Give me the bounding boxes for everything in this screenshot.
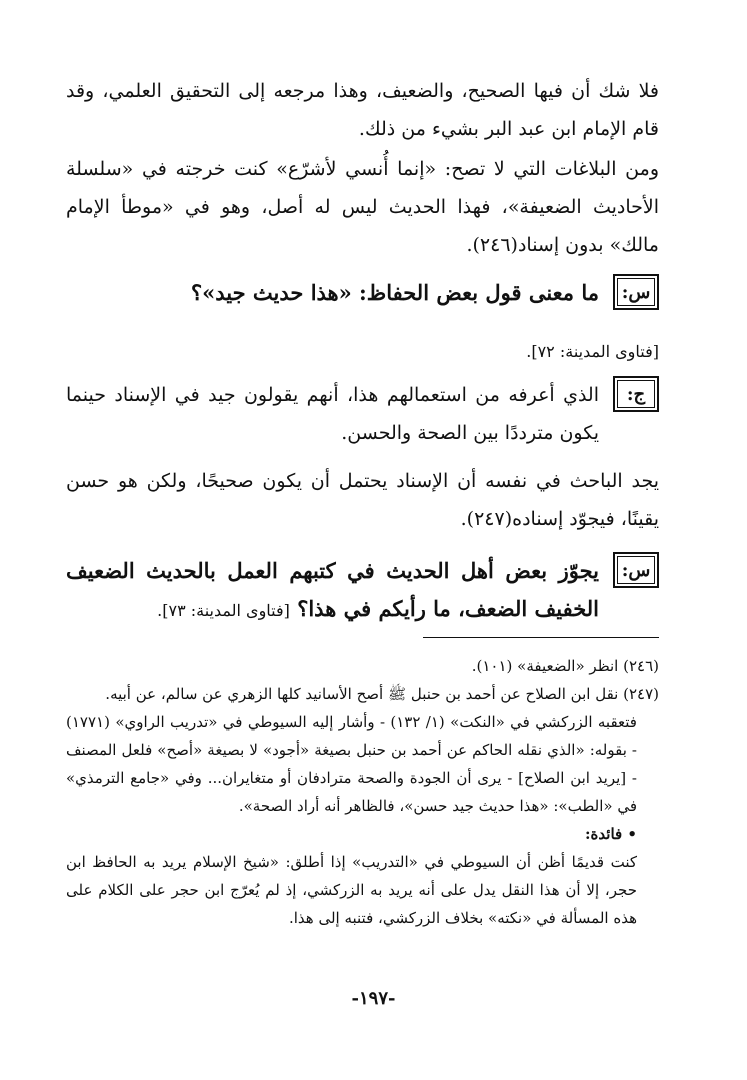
answer-1-text: الذي أعرفه من استعمالهم هذا، أنهم يقولون جيد في الإسناد حينما يكون مترددًا بين الصحة والحسن. <box>66 384 599 444</box>
question-2-label: س: <box>621 559 651 581</box>
question-2-text: يجوّز بعض أهل الحديث في كتبهم العمل بالحديث الضعيف الخفيف الضعف، ما رأيكم في هذا؟ <box>66 558 599 621</box>
paragraph-2 <box>66 150 659 264</box>
footnote-faida-label: • فائدة: <box>585 825 637 843</box>
paragraph-1 <box>66 72 659 148</box>
footnote-faida-text: كنت قديمًا أظن أن السيوطي في «التدريب» إذا أطلق: «شيخ الإسلام يريد به الحافظ ابن حجر، إلا أن هذا النقل يدل على أنه يريد به الزركشي، إذ لم يُعرّج ابن حجر على الكلام على هذه المسألة في «نكته» بخلاف الزركشي، فتنبه إلى هذا. <box>66 853 637 927</box>
answer-1-label-box <box>613 376 659 412</box>
question-1-label-box <box>613 274 659 310</box>
answer-1 <box>66 376 659 452</box>
paragraph-3-text: يجد الباحث في نفسه أن الإسناد يحتمل أن يكون صحيحًا، ولكن هو حسن يقينًا، فيجوّد إسناده(٢٤٧). <box>66 470 659 530</box>
question-2-reference: [فتاوى المدينة: ٧٣]. <box>157 601 290 620</box>
question-1-reference: [فتاوى المدينة: ٧٢]. <box>526 342 659 361</box>
footnote-separator <box>423 637 659 638</box>
answer-1-label: ج: <box>626 383 646 405</box>
footnote-246: (٢٤٦) انظر «الضعيفة» (١٠١). <box>471 657 659 675</box>
paragraph-3 <box>66 462 659 538</box>
footnotes <box>66 652 659 932</box>
question-1-text: ما معنى قول بعض الحفاظ: «هذا حديث جيد»؟ <box>190 280 599 305</box>
paragraph-2-text: ومن البلاغات التي لا تصح: «إنما أُنسي لأشرّع» كنت خرجته في «سلسلة الأحاديث الضعيفة»، فهذا الحديث ليس له أصل، وهو في «موطأ الإمام مالك» بدون إسناد(٢٤٦). <box>66 158 659 256</box>
question-1-label: س: <box>621 281 651 303</box>
footnote-247-line-1: (٢٤٧) نقل ابن الصلاح عن أحمد بن حنبل ﷺ أصح الأسانيد كلها الزهري عن سالم، عن أبيه. <box>105 685 659 703</box>
footnote-247-body: فتعقبه الزركشي في «النكت» (١/ ١٣٢) - وأشار إليه السيوطي في «تدريب الراوي» (١٧٧١) - بقوله: «الذي نقله الحاكم عن أحمد بن حنبل بصيغة «أجود» لا بصيغة «أصح» فلعل المصنف - [يريد ابن الصلاح] - يرى أن الجودة والصحة مترادفان أو متغايران... وفي «جامع الترمذي» في «الطب»: «هذا حديث جيد حسن»، فالظاهر أنه أراد الصحة». <box>66 713 637 815</box>
page-number: -١٩٧- <box>351 988 396 1009</box>
question-2 <box>66 552 659 630</box>
question-2-label-box <box>613 552 659 588</box>
paragraph-1-text: فلا شك أن فيها الصحيح، والضعيف، وهذا مرجعه إلى التحقيق العلمي، وقد قام الإمام ابن عبد البر بشيء من ذلك. <box>66 80 659 140</box>
question-2-body <box>66 552 599 630</box>
question-1 <box>66 274 659 312</box>
